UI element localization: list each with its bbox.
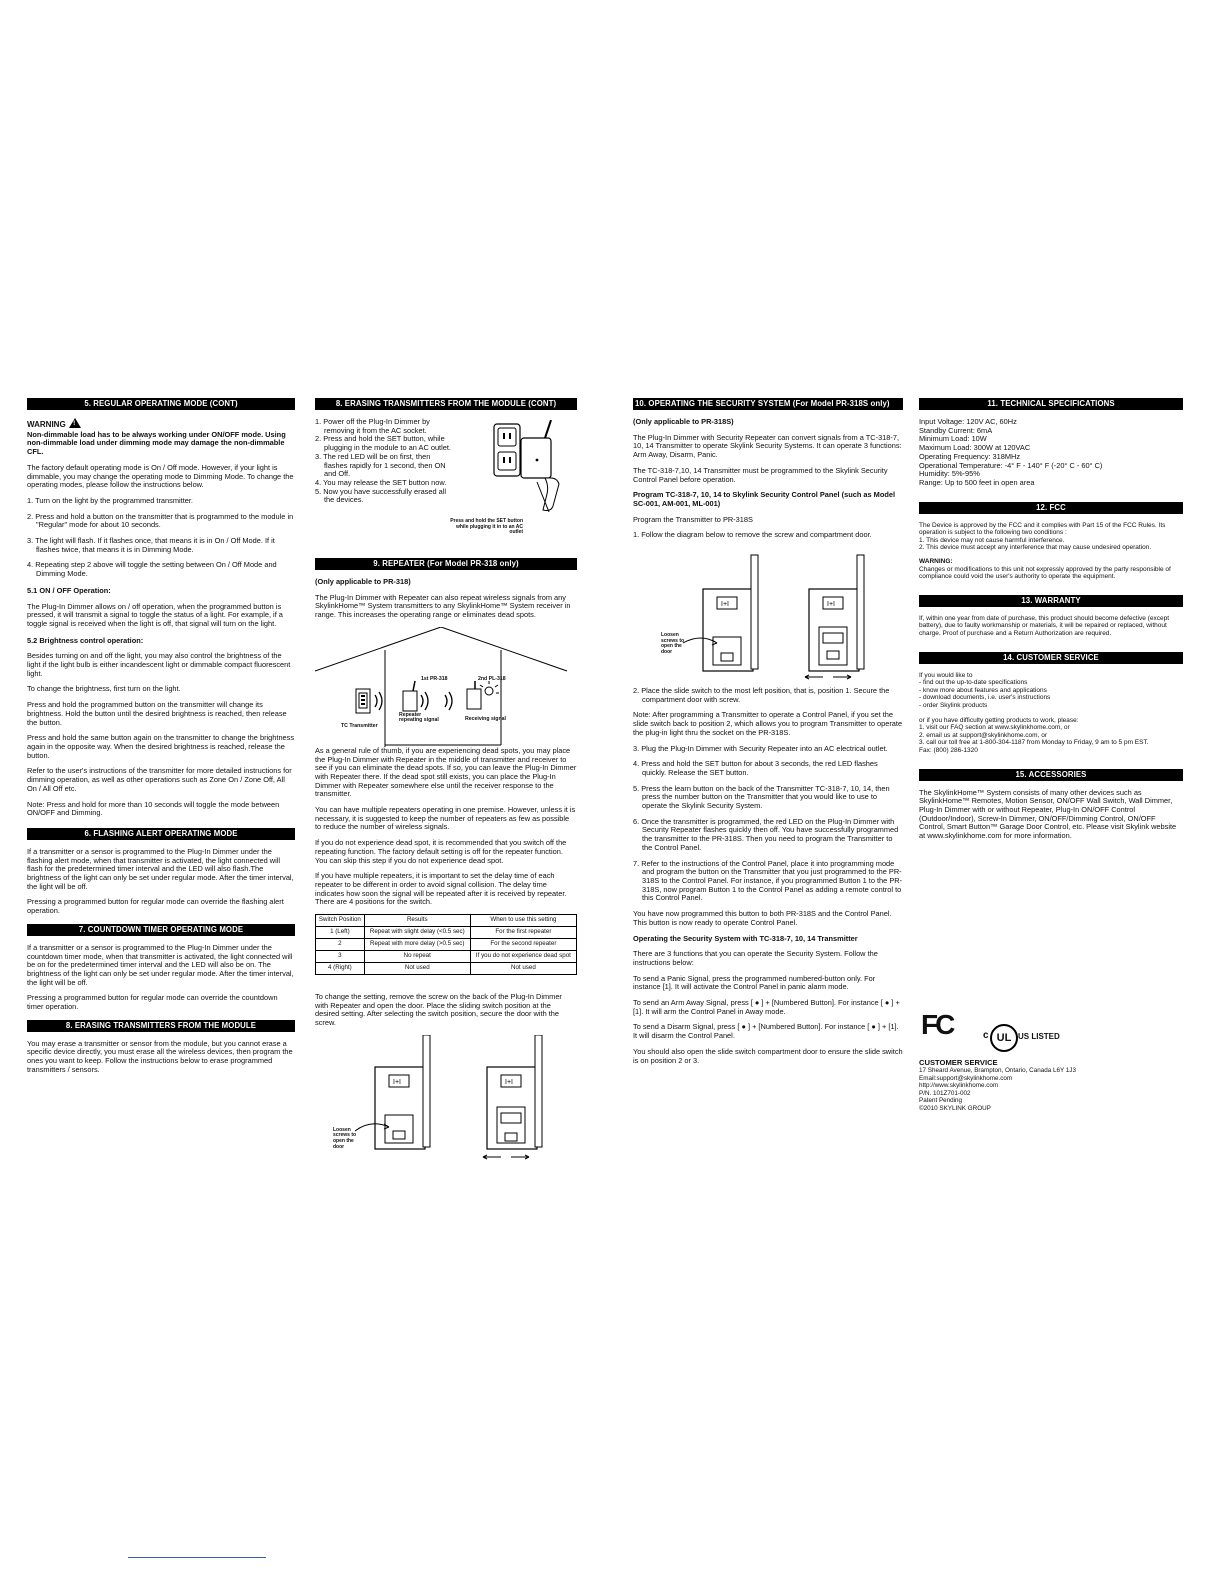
column-4 [919, 398, 1183, 1112]
s5-step: 2. Press and hold a button on the transmitter that is programmed to the module in "Regular" mode for about 10 seconds. [27, 511, 294, 530]
s10-p6: To send an Arm Away Signal, press [ ● ] + [Numbered Button]. For instance [ ● ] + [1]. It will arm the Control Panel in Away mode. [633, 998, 900, 1016]
erase-block [315, 418, 577, 538]
s9-p6: To change the setting, remove the screw on the back of the Plug-In Dimmer with Repeater and open the door. Place the sliding switch position at the desired setting. After selecting the switch position, secure the door with the screw. [315, 992, 562, 1028]
warning-text: Non-dimmable load has to be always working under ON/OFF mode. Using non-dimmable load under dimming mode may damage the non-dimmable CFL. [27, 429, 286, 457]
fcc-warning: Changes or modifications to this unit not expressly approved by the party responsible of compliance could void the user's authority to operate the equipment. [919, 565, 1171, 581]
s10-prog-sub: Program the Transmitter to PR-318S [633, 514, 753, 524]
security-door-illustration [633, 547, 903, 687]
customer-service-block [919, 672, 1183, 755]
cs-way: 1. visit our FAQ section at www.skylinkhome.com, or [919, 724, 1070, 732]
s5-step: 3. The light will flash. If it flashes once, that means it is in On / Off Mode. If it flashes twice, that means it is in Dimming Mode. [27, 536, 275, 554]
s52-p4: Press and hold the same button again on the transmitter to change the brightness again in the opposite way. When the desired brightness is reached, release the button. [27, 733, 295, 760]
s7-p2: Pressing a programmed button for regular mode can override the countdown timer operation. [27, 993, 278, 1012]
table-cell: 1 (Left) [316, 927, 365, 939]
s5-intro: The factory default operating mode is On / Off mode. However, if your light is dimmable, you may change the operating mode to Dimming Mode. To change the operating modes, please follow the instructions below. [27, 462, 294, 490]
section-6-header: 6. FLASHING ALERT OPERATING MODE [27, 828, 295, 840]
cs-item: - know more about features and applications [919, 686, 1047, 694]
s5-step: 1. Turn on the light by the programmed transmitter. [27, 495, 193, 505]
s8c-step: 1. Power off the Plug-In Dimmer by removing it from the AC socket. [315, 417, 430, 435]
fcc-block [919, 522, 1183, 581]
s9-p4: If you do not experience dead spot, it is recommended that you switch off the repeating function. The factory default setting is off for the repeater function. You can skip this step if you do not experience dead spot. [315, 838, 567, 865]
s10-p3: You have now programmed this button to both PR-318S and the Control Panel. This button is now ready to operate Control Panel. [633, 909, 892, 927]
warning-triangle-icon [69, 418, 81, 428]
fcc-item: 2. This device must accept any interference that may cause undesired operation. [919, 544, 1152, 552]
s10-p1: The Plug-In Dimmer with Security Repeater can convert signals from a TC-318-7, 10, 14 Transmitter to operate Skylink Security Systems. It can operate 3 functions: Arm Away, Disarm, Panic. [633, 432, 902, 460]
section-8-cont-header: 8. ERASING TRANSMITTERS FROM THE MODULE (CONT) [315, 398, 577, 410]
footer-line: ©2010 SKYLINK GROUP [919, 1104, 991, 1112]
label-2nd-pl318: 2nd PL-318 [478, 675, 506, 682]
s8c-steps [315, 418, 455, 505]
svg-text:I+I: I+I [721, 601, 729, 609]
table-cell: Repeat with slight delay (<0.5 sec) [364, 927, 470, 939]
s9-applicable: (Only applicable to PR-318) [315, 577, 411, 586]
spec-line: Humidity: 5%-95% [919, 469, 980, 479]
loosen-caption: Loosen screws to open the door [333, 1126, 357, 1150]
fcc-logo-icon: FC [921, 1008, 953, 1040]
s8-p1: You may erase a transmitter or sensor from the module, but you cannot erase a specific device directly, you must erase all the wireless devices, then program the ones you want to keep. Follow the instructions below to erase programmed transmitters / sensors. [27, 1038, 293, 1074]
warranty-text: If, within one year from date of purchase, this product should become defective (except battery), due to faulty workmanship or materials, it will be repaired or replaced, without charge. Proof of purchase and a Return Authorization are required. [919, 614, 1170, 637]
s6-p2: Pressing a programmed button for regular mode can override the flashing alert operation. [27, 897, 284, 916]
s10-p2: The TC-318-7,10, 14 Transmitter must be programmed to the Skylink Security Control Panel before operation. [633, 465, 888, 484]
label-repeater: Repeater repeating signal [399, 711, 439, 724]
cs-way: 3. call our toll free at 1-800-304-1187 from Monday to Friday, 9 am to 5 pm EST. [919, 739, 1149, 747]
footer-line: Email:support@skylinkhome.com [919, 1074, 1013, 1082]
footer-lines [919, 1067, 1183, 1112]
footer-line: http://www.skylinkhome.com [919, 1082, 999, 1090]
warning-title-row [27, 418, 295, 430]
ul-logo-icon: UL [990, 1024, 1018, 1052]
cs-item: - download documents, i.e. user's instructions [919, 694, 1051, 702]
cs-way: Fax: (800) 286-1320 [919, 746, 978, 754]
security-door-diagram [633, 547, 903, 687]
label-1st-pr318: 1st PR-318 [421, 675, 448, 682]
table-cell: For the second repeater [470, 939, 576, 951]
table-row [316, 951, 577, 963]
door-diagram [315, 1035, 577, 1165]
spec-line: Input Voltage: 120V AC, 60Hz [919, 417, 1017, 426]
table-cell: No repeat [364, 951, 470, 963]
accessories-text: The SkylinkHome™ System consists of many other devices such as SkylinkHome™ Remotes, Motion Sensor, ON/OFF Wall Switch, Wall Dimmer, Plug-In Dimmer with or without Repeater, Plug-In ON/OFF Control (Outdoor/Indoor), Screw-In Dimmer, ON/OFF/Dimming Control, ON/OFF Control, Smart Button™ Garage Door Control, etc. Please visit Skylink website at www.skylinkhome.com for more information. [919, 787, 1177, 841]
svg-text:I+I: I+I [827, 601, 835, 609]
section-11-header: 11. TECHNICAL SPECIFICATIONS [919, 398, 1183, 410]
column-2 [315, 398, 577, 1165]
loosen-caption: Loosen screws to open the door [661, 632, 685, 655]
section-7-header: 7. COUNTDOWN TIMER OPERATING MODE [27, 924, 295, 936]
s10-step: 6. Once the transmitter is programmed, the red LED on the Plug-In Dimmer with Security Repeater flashes quickly then off. You have successfully programmed the transmitter to the PR-318S. Then you need to program the Transmitter to the Control Panel. [633, 816, 899, 852]
s10-p5: To send a Panic Signal, press the programmed numbered-button only. For instance [1]. It will activate the Control Panel in panic alarm mode. [633, 973, 876, 992]
table-cell: 3 [316, 951, 365, 963]
cs-item: - order Skylink products [919, 701, 988, 709]
spec-line: Operating Frequency: 318MHz [919, 451, 1021, 461]
switch-position-table [315, 914, 577, 975]
s10-step: 3. Plug the Plug-In Dimmer with Security Repeater into an AC electrical outlet. [633, 743, 888, 753]
s52-note: Note: Press and hold for more than 10 seconds will toggle the mode between ON/OFF and Dimming. [27, 799, 280, 818]
spec-line: Maximum Load: 300W at 120VAC [919, 443, 1031, 453]
s9-p3: You can have multiple repeaters operating in one premise. However, unless it is necessary, it is suggested to keep the number of repeaters as few as possible to reduce the number of wireless signals. [315, 805, 576, 832]
table-header-row [316, 915, 577, 927]
section-12-header: 12. FCC [919, 502, 1183, 514]
footer-title: CUSTOMER SERVICE [919, 1057, 998, 1067]
s10-op-title: Operating the Security System with TC-318-7, 10, 14 Transmitter [633, 933, 858, 943]
table-header: Switch Position [316, 915, 365, 927]
s52-title: 5.2 Brightness control operation: [27, 635, 144, 645]
table-cell: 2 [316, 939, 365, 951]
svg-text:I+I: I+I [505, 1078, 513, 1086]
s10-steps-b [633, 745, 903, 904]
label-tc-transmitter: TC Transmitter [341, 722, 378, 729]
section-9-header: 9. REPEATER (For Model PR-318 only) [315, 558, 577, 570]
fcc-p1: The Device is approved by the FCC and it complies with Part 15 of the FCC Rules. Its operation is subject to the following two conditions : [919, 521, 1166, 537]
footer-line: Patent Pending [919, 1097, 963, 1105]
footer-line: P/N. 101Z701-002 [919, 1089, 971, 1097]
s10-p8: You should also open the slide switch compartment door to ensure the slide switch is on position 2 or 3. [633, 1046, 903, 1065]
svg-text:I+I: I+I [393, 1078, 401, 1086]
s10-prog-title: Program TC-318-7, 10, 14 to Skylink Security Control Panel (such as Model SC-001, AM-001, ML-001) [633, 490, 896, 508]
table-cell: For the first repeater [470, 927, 576, 939]
us-listed-label: US LISTED [1018, 1031, 1060, 1041]
table-header: When to use this setting [470, 915, 576, 927]
s5-steps [27, 497, 295, 579]
section-5-header: 5. REGULAR OPERATING MODE (CONT) [27, 398, 295, 410]
erase-caption: Press and hold the SET button while plugging it in to an AC outlet [450, 518, 523, 536]
s10-p7: To send a Disarm Signal, press [ ● ] + [Numbered Button]. For instance [ ● ] + [1]. It will disarm the Control Panel. [633, 1022, 899, 1041]
s9-p2: As a general rule of thumb, if you are experiencing dead spots, you may place the Plug-In Dimmer with Repeater in the middle of transmitter and receiver to see if you can eliminate the dead spots. If so, you can leave the Plug-In Dimmer with Repeater there. If the dead spot still exists, you can place the Plug-In Dimmer with Repeater somewhere else until the receiver response to the transmitter. [315, 745, 577, 799]
house-diagram [315, 627, 577, 747]
s6-p1: If a transmitter or a sensor is programmed to the Plug-In Dimmer under the flashing alert mode, when that transmitter is activated, the light connected will flash for the predetermined timer interval and the LED will also flash.The brightness of the light can only be set under regular mode. After the timer interval, the light will be off. [27, 846, 294, 891]
s9-p5: If you have multiple repeaters, it is important to set the delay time of each repeater to be different in order to avoid signal collision. The delay time indicates how soon the signal will be repeated after it is received by repeater. There are 4 positions for the switch. [315, 871, 567, 907]
table-row [316, 963, 577, 975]
column-1 [27, 398, 295, 1082]
cs-intro2: or if you have difficulty getting products to work, please: [919, 716, 1079, 724]
table-row [316, 927, 577, 939]
ul-c-mark: c [983, 1029, 989, 1041]
fcc-item: 1. This device may not cause harmful interference. [919, 536, 1065, 544]
s10-applicable: (Only applicable to PR-318S) [633, 417, 734, 426]
certification-logos [919, 1008, 1183, 1057]
s10-step: 5. Press the learn button on the back of the Transmitter TC-318-7, 10, 14, then press the number button on the Transmitter that you would like to use to operate the Skylink Security System. [633, 783, 890, 811]
s52-p3: Press and hold the programmed button on the transmitter will change its brightness. Hold the button until the desired brightness is reached, then release the button. [27, 700, 287, 727]
section-14-header: 14. CUSTOMER SERVICE [919, 652, 1183, 664]
table-cell: Repeat with more delay (>0.5 sec) [364, 939, 470, 951]
s7-p1: If a transmitter or a sensor is programmed to the Plug-In Dimmer under the countdown timer mode, when that transmitter is activated, the light connected will be on for the predetermined timer interval and the LED will also be on. The brightness of the light can only be set under regular mode. After the timer interval, the light will be off. [27, 942, 294, 987]
cs-item: - find out the up-to-date specifications [919, 679, 1028, 687]
warning-title: WARNING [27, 420, 66, 429]
column-3 [633, 398, 903, 1072]
s8c-step: 2. Press and hold the SET button, while plugging in the module to an AC outlet. [315, 434, 451, 453]
table-header: Results [364, 915, 470, 927]
spec-line: Minimum Load: 10W [919, 434, 987, 444]
fcc-warning-title: WARNING: [919, 558, 953, 565]
section-15-header: 15. ACCESSORIES [919, 769, 1183, 781]
table-cell: Not used [470, 963, 576, 975]
s10-p4: There are 3 functions that you can operate the Security System. Follow the instructions below: [633, 949, 878, 967]
s9-p1: The Plug-In Dimmer with Repeater can also repeat wireless signals from any SkylinkHome™ System transmitters to any SkylinkHome™ System receiver in range. This increases the operating range or eliminates dead spots. [315, 592, 571, 620]
s10-steps-a [633, 687, 903, 704]
section-8-header: 8. ERASING TRANSMITTERS FROM THE MODULE [27, 1020, 295, 1032]
spec-line: Range: Up to 500 feet in open area [919, 477, 1035, 487]
table-cell: Not used [364, 963, 470, 975]
cs-way: 2. email us at support@skylinkhome.com, or [919, 731, 1047, 739]
section-13-header: 13. WARRANTY [919, 595, 1183, 607]
page-bottom-line [128, 1557, 266, 1558]
table-row [316, 939, 577, 951]
section-10-header: 10. OPERATING THE SECURITY SYSTEM (For Model PR-318S only) [633, 398, 903, 410]
spec-line: Standby Current: 6mA [919, 425, 993, 435]
spec-line: Operational Temperature: -4° F - 140° F (-20° C - 60° C) [919, 460, 1103, 470]
s10-note: Note: After programming a Transmitter to operate a Control Panel, if you set the slide switch back to position 2, which allows you to program Transmitter to operate the plug-in light thru the socket on the PR-318S. [633, 710, 903, 737]
s8c-step: 5. Now you have successfully erased all the devices. [315, 486, 447, 505]
s51-title: 5.1 ON / OFF Operation: [27, 585, 111, 595]
table-cell: 4 (Right) [316, 963, 365, 975]
s8c-step: 3. The red LED will be on first, then flashes rapidly for 1 second, then ON and Off. [315, 451, 446, 479]
footer-line: 17 Sheard Avenue, Brampton, Ontario, Canada L6Y 1J3 [919, 1067, 1076, 1075]
s52-p2: To change the brightness, first turn on the light. [27, 684, 181, 694]
specs-list [919, 418, 1183, 488]
table-cell: If you do not experience dead spot [470, 951, 576, 963]
s52-p1: Besides turning on and off the light, you may also control the brightness of the light if the light bulb is either incandescent light or dimmable compact fluorescent light. [27, 651, 291, 678]
label-receiving: Receiving signal [465, 715, 506, 722]
s52-p5: Refer to the user's instructions of the transmitter for more detailed instructions for dimming operation, as well as other operations such as Zone On / Zone Off, All On / All Off etc. [27, 766, 292, 793]
s10-step1: 1. Follow the diagram below to remove the screw and compartment door. [633, 530, 872, 540]
cs-intro: If you would like to [919, 671, 973, 679]
s10-step: 7. Refer to the instructions of the Control Panel, place it into programming mode and program the button on the Transmitter that you just programmed to the PR-318S to the Control Panel. For instance, if you programmed Button 1 to the PR-318S, now program Button 1 to the Control Panel as adding a remote control to this Control Panel. [633, 858, 903, 903]
s51-text: The Plug-In Dimmer allows on / off operation, when the programmed button is pressed, it will transmit a signal to toggle the status of a light. For example, if a toggle signal is received when the light is off, that signal will turn on the light. [27, 601, 283, 628]
s5-step: 4. Repeating step 2 above will toggle the setting between On / Off Mode and Dimming Mode. [27, 560, 277, 579]
s10-step: 4. Press and hold the SET button for about 3 seconds, the red LED flashes quickly. Release the SET button. [633, 759, 878, 777]
s10-step: 2. Place the slide switch to the most left position, that is, position 1. Secure the compartment door with screw. [633, 686, 890, 704]
s8c-step: 4. You may release the SET button now. [315, 477, 447, 487]
